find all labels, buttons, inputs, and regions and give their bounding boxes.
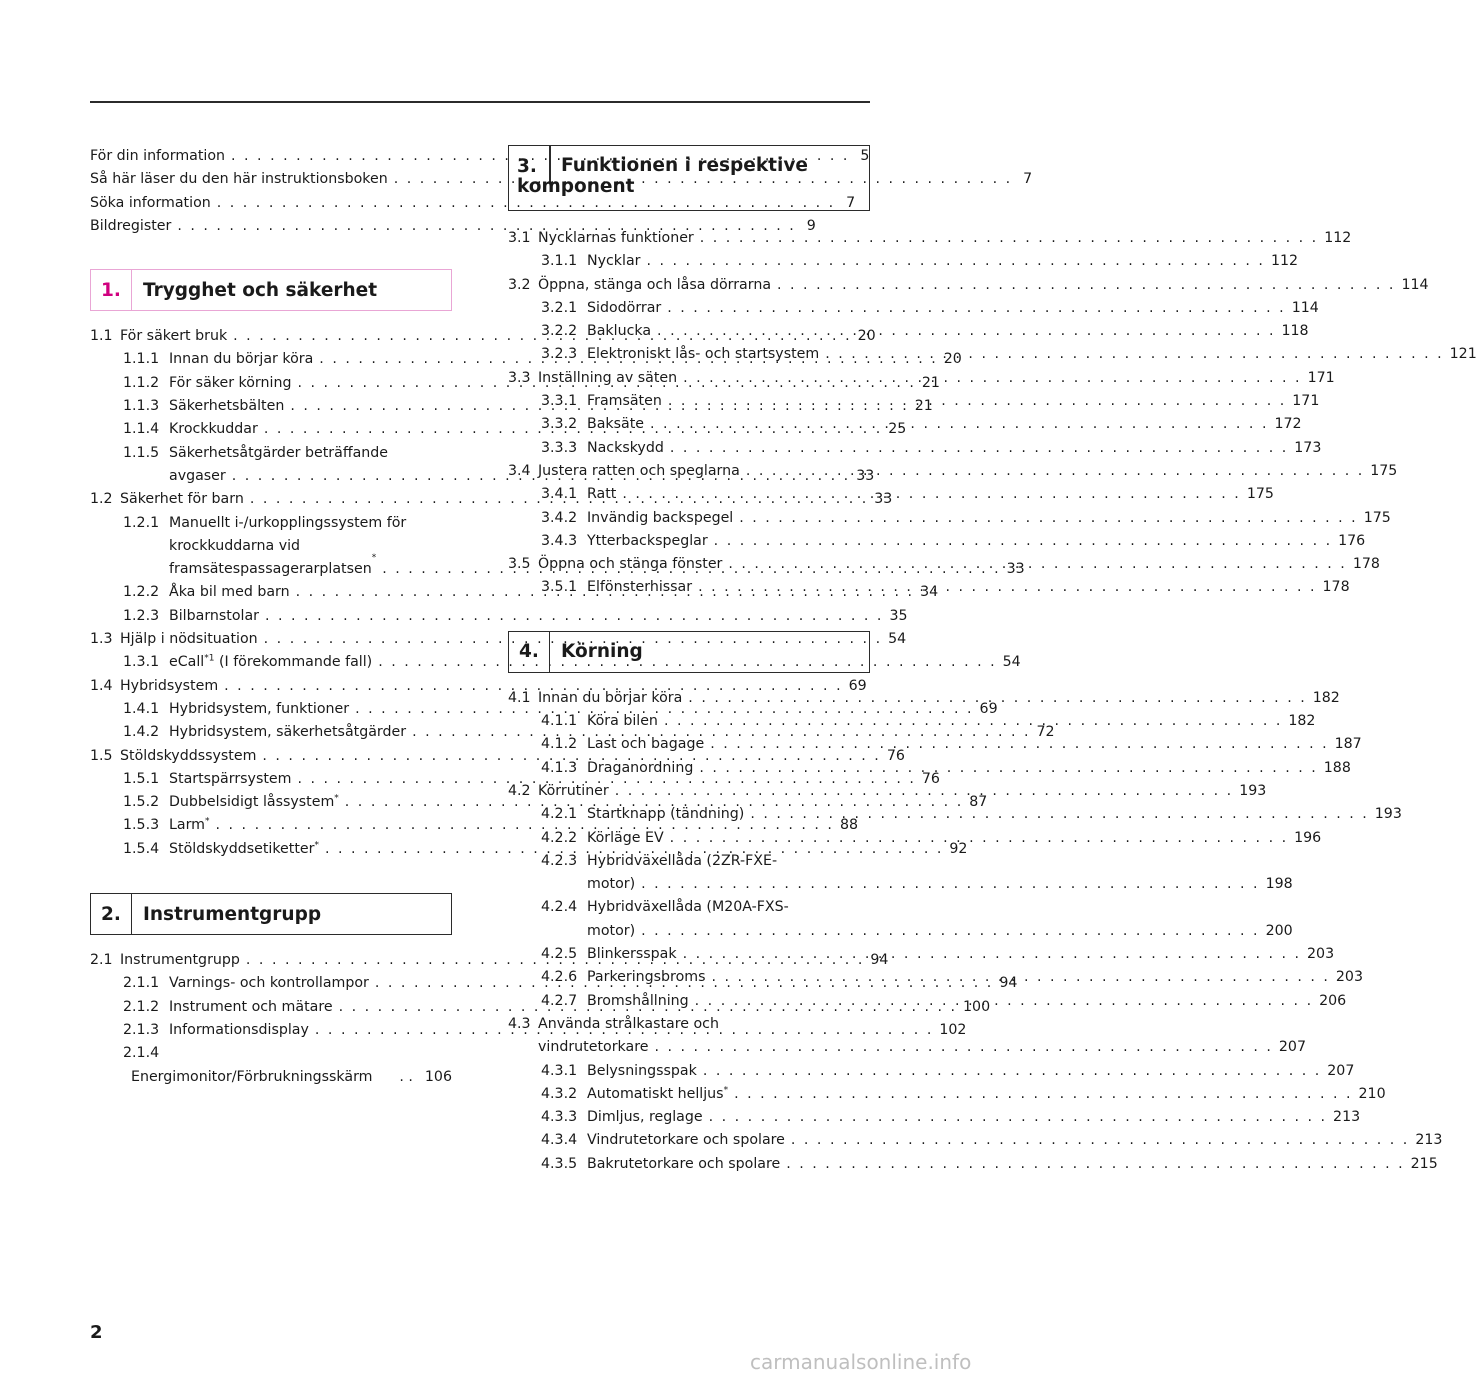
entry-page: 9: [806, 217, 816, 234]
toc-entry[interactable]: 4.2.1 Startknapp (tändning) . . . 193: [508, 803, 870, 826]
toc-entry[interactable]: 1.5.1 Startspärrsystem . . . 76: [90, 768, 452, 791]
toc-entry[interactable]: 1.1.5 Säkerhetsåtgärder beträffande avgaser . . . 33: [90, 442, 452, 489]
toc-entry[interactable]: 3.5.1 Elfönsterhissar . . . 178: [508, 576, 870, 599]
toc-entry[interactable]: 4.3.4 Vindrutetorkare och spolare . . . 213: [508, 1129, 870, 1152]
toc-entry[interactable]: 3.1 Nycklarnas funktioner . . . 112: [508, 227, 870, 250]
toc-entry[interactable]: 1.4.1 Hybridsystem, funktioner . . . 69: [90, 698, 452, 721]
toc-entry[interactable]: 1.5.3 Larm* . . . 88: [90, 814, 452, 837]
toc-entry[interactable]: 1.1.2 För säker körning . . . 21: [90, 372, 452, 395]
chapter-title: Instrumentgrupp: [143, 903, 322, 925]
toc-entry[interactable]: 4.1.3 Draganordning . . . 188: [508, 757, 870, 780]
entry-page: 7: [846, 194, 856, 211]
toc-entry[interactable]: 3.4.2 Invändig backspegel . . . 175: [508, 507, 870, 530]
toc-entry[interactable]: 1.4.2 Hybridsystem, säkerhetsåtgärder . . . 72: [90, 721, 452, 744]
chapter-number: 2.: [91, 894, 132, 934]
toc-entry[interactable]: 2.1.1 Varnings- och kontrollampor . . . 94: [90, 972, 452, 995]
toc-entry[interactable]: 1.4 Hybridsystem . . . 69: [90, 675, 452, 698]
toc-entry[interactable]: 1.3 Hjälp i nödsituation . . . 54: [90, 628, 452, 651]
chapter-title: Körning: [561, 641, 643, 663]
entry-label: Så här läser du den här instruktionsboken: [90, 171, 388, 188]
chapter-4-header[interactable]: [508, 631, 870, 673]
toc-entry[interactable]: 3.3 Inställning av säten . . . 171: [508, 367, 870, 390]
chapter-2-header[interactable]: [90, 893, 452, 935]
entry-label: Bildregister: [90, 217, 172, 234]
toc-entry[interactable]: 4.3.5 Bakrutetorkare och spolare . . . 215: [508, 1153, 870, 1176]
page-number: 2: [90, 1322, 103, 1343]
toc-entry[interactable]: 4.3.1 Belysningsspak . . . 207: [508, 1060, 870, 1083]
toc-entry[interactable]: 3.1.1 Nycklar . . . 112: [508, 250, 870, 273]
toc-entry[interactable]: 4.1.1 Köra bilen . . . 182: [508, 710, 870, 733]
chapter-number: 4.: [509, 632, 550, 672]
toc-entry[interactable]: 4.2.6 Parkeringsbroms . . . 203: [508, 966, 870, 989]
toc-entry[interactable]: 1.1.3 Säkerhetsbälten . . . 21: [90, 395, 452, 418]
toc-entry[interactable]: 3.3.3 Nackskydd . . . 173: [508, 437, 870, 460]
chapter-title: Trygghet och säkerhet: [143, 279, 378, 301]
entry-page: 5: [860, 148, 870, 164]
toc-entry[interactable]: 3.4 Justera ratten och speglarna . . . 175: [508, 460, 870, 483]
header-rule: [90, 101, 870, 103]
toc-entry[interactable]: 1.2.3 Bilbarnstolar . . . 35: [90, 605, 452, 628]
chapter-number: 1.: [91, 270, 132, 310]
toc-entry[interactable]: [90, 145, 870, 168]
toc-entry[interactable]: 2.1 Instrumentgrupp . . . 94: [90, 949, 452, 972]
toc-entry[interactable]: 3.3.2 Baksäte . . . 172: [508, 413, 870, 436]
toc-entry[interactable]: 3.2.1 Sidodörrar . . . 114: [508, 297, 870, 320]
toc-entry[interactable]: 4.1 Innan du börjar köra . . . 182: [508, 687, 870, 710]
watermark: carmanualsonline.info: [750, 1350, 972, 1374]
toc-entry[interactable]: 4.3.2 Automatiskt helljus* . . . 210: [508, 1083, 870, 1106]
toc-entry[interactable]: 1.1.1 Innan du börjar köra . . . 20: [90, 348, 452, 371]
toc-entry[interactable]: 1.1 För säkert bruk . . . 20: [90, 325, 452, 348]
toc-entry[interactable]: 4.2.3 Hybridväxellåda (2ZR-FXE- motor) . . . 198: [508, 850, 870, 897]
toc-entry[interactable]: 3.4.3 Ytterbackspeglar . . . 176: [508, 530, 870, 553]
toc-entry[interactable]: 1.1.4 Krockkuddar . . . 25: [90, 418, 452, 441]
toc-entry[interactable]: [90, 192, 856, 215]
toc-entry[interactable]: 1.5 Stöldskyddssystem . . . 76: [90, 745, 452, 768]
toc-entry[interactable]: 1.2 Säkerhet för barn . . . 33: [90, 488, 452, 511]
chapter-3-header[interactable]: [508, 145, 870, 211]
entry-page: 7: [1023, 171, 1033, 188]
toc-entry[interactable]: 4.3.3 Dimljus, reglage . . . 213: [508, 1106, 870, 1129]
toc-entry[interactable]: 3.5 Öppna och stänga fönster . . . 178: [508, 553, 870, 576]
toc-entry[interactable]: 4.2.5 Blinkersspak . . . 203: [508, 943, 870, 966]
toc-entry[interactable]: 1.2.1 Manuellt i-/urkopplingssystem för krockkuddarna vid framsätespassagerarplatsen * . . . 33: [90, 512, 452, 582]
toc-entry[interactable]: 3.4.1 Ratt . . . 175: [508, 483, 870, 506]
toc-entry[interactable]: 3.3.1 Framsäten . . . 171: [508, 390, 870, 413]
toc-entry[interactable]: 4.3 Använda strålkastare och vindrutetorkare . . . 207: [508, 1013, 870, 1060]
toc-entry[interactable]: 4.2.2 Körläge EV . . . 196: [508, 827, 870, 850]
toc-entry[interactable]: 3.2.2 Baklucka . . . 118: [508, 320, 870, 343]
toc-entry[interactable]: 1.3.1 eCall$^{*1}$ (I förekommande fall) . . . 54: [90, 651, 452, 674]
toc-entry[interactable]: 3.2 Öppna, stänga och låsa dörrarna . . . 114: [508, 274, 870, 297]
toc-entry[interactable]: 3.2.3 Elektroniskt lås- och startsystem . . . 121: [508, 343, 870, 366]
toc-entry[interactable]: 4.2.4 Hybridväxellåda (M20A-FXS- motor) . . . 200: [508, 896, 870, 943]
toc-entry[interactable]: 1.5.4 Stöldskyddsetiketter* . . . 92: [90, 838, 452, 861]
toc-entry[interactable]: 1.2.2 Åka bil med barn . . . 34: [90, 581, 452, 604]
entry-label: Söka information: [90, 194, 211, 211]
toc-entry[interactable]: 4.1.2 Last och bagage . . . 187: [508, 733, 870, 756]
toc-entry[interactable]: 4.2 Körrutiner . . . 193: [508, 780, 870, 803]
entry-label: För din information: [90, 148, 226, 164]
toc-entry[interactable]: 2.1.2 Instrument och mätare . . . 100: [90, 996, 452, 1019]
toc-entry[interactable]: [90, 215, 816, 238]
chapter-1-header[interactable]: [90, 269, 452, 311]
toc-entry[interactable]: 1.5.2 Dubbelsidigt låssystem* . . . 87: [90, 791, 452, 814]
toc-entry[interactable]: 2.1.4 Energimonitor/Förbrukningsskärm . . 106: [123, 1045, 452, 1085]
chapter-title: Funktionen i respektive komponent: [517, 155, 808, 197]
toc-entry[interactable]: 4.2.7 Bromshållning . . . 206: [508, 990, 870, 1013]
toc-entry[interactable]: 2.1.3 Informationsdisplay . . . 102: [90, 1019, 452, 1042]
chapter-number: 3.: [517, 156, 537, 177]
